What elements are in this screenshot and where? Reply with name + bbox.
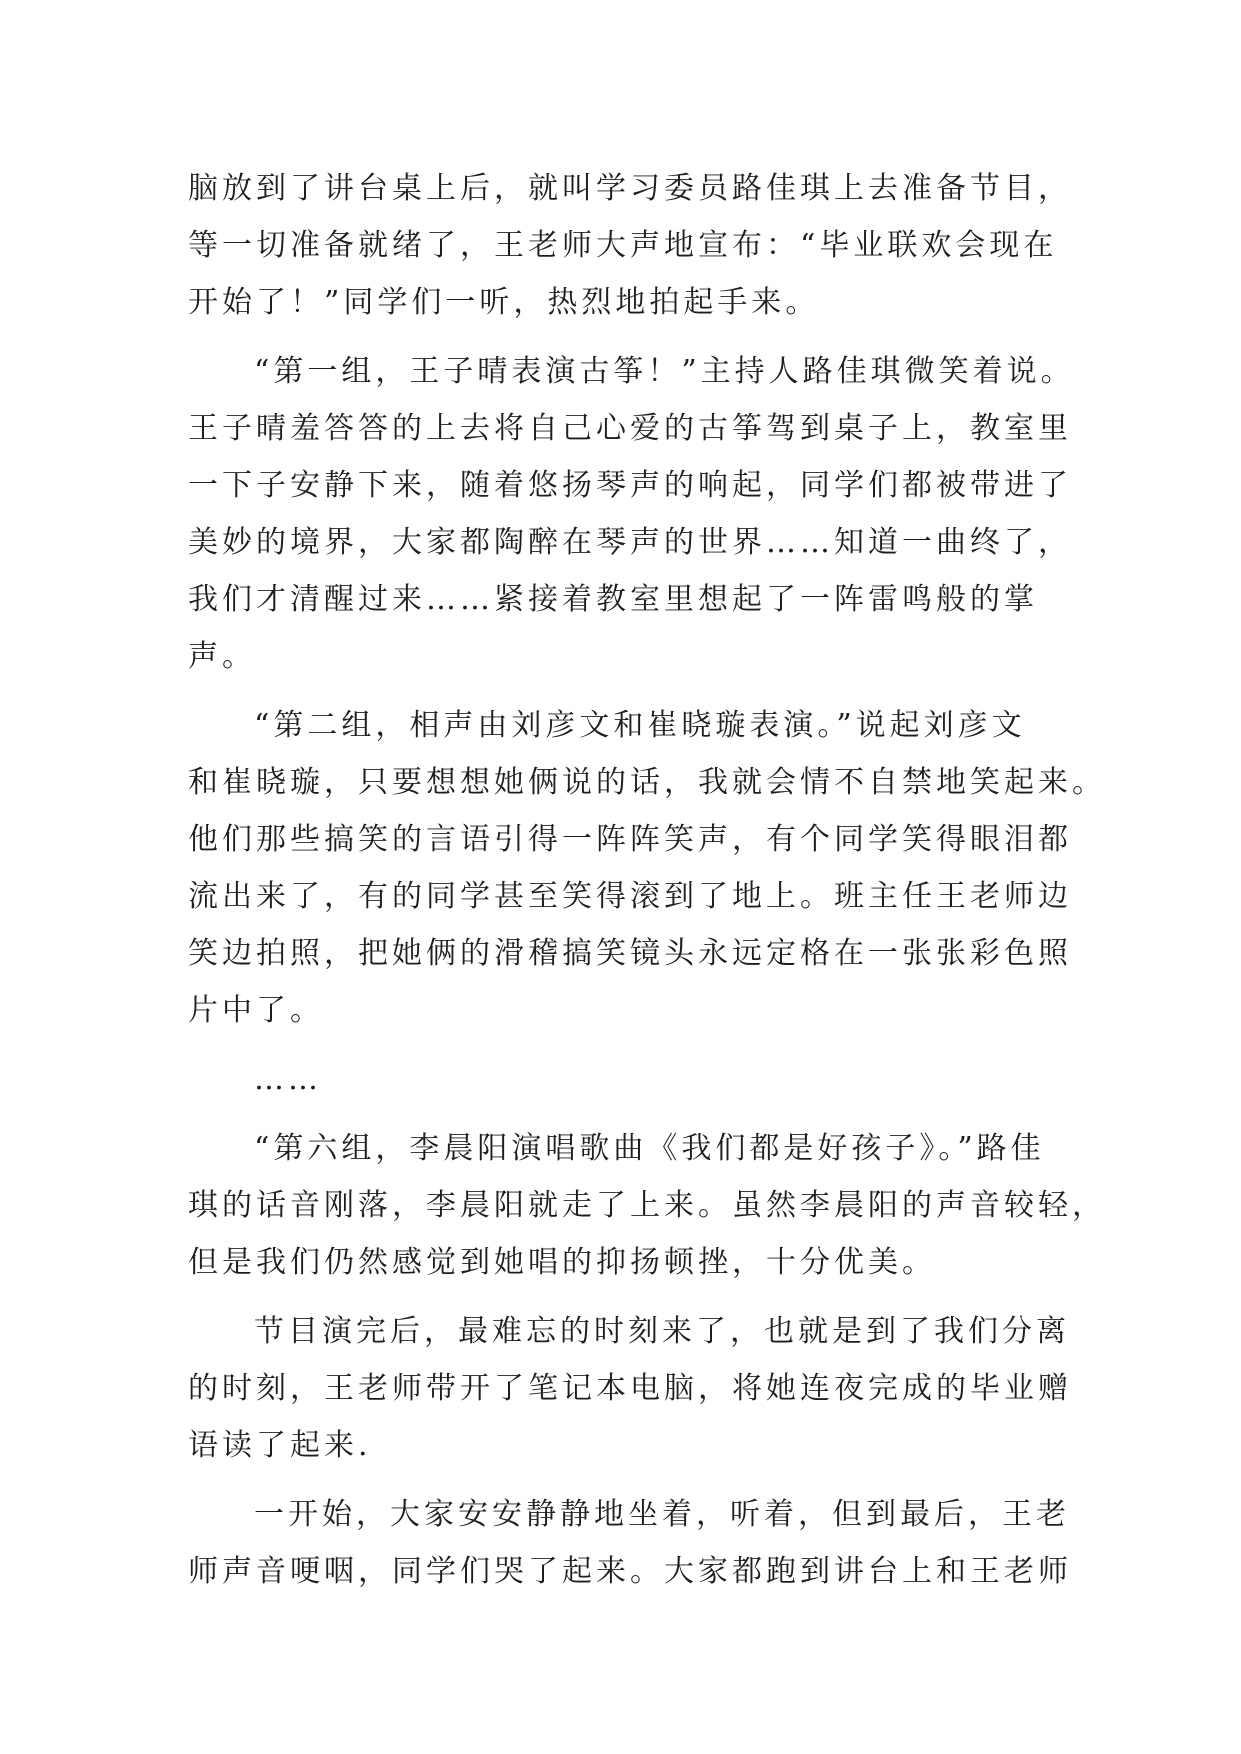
text-line: 语读了起来. bbox=[188, 1428, 372, 1463]
text-line: 我们才清醒过来……紧接着教室里想起了一阵雷鸣般的掌 bbox=[188, 582, 1038, 617]
text-line: 笑边拍照，把她俩的滑稽搞笑镜头永远定格在一张张彩色照 bbox=[188, 936, 1072, 971]
paragraph-first-line: 节目演完后，最难忘的时刻来了，也就是到了我们分离 bbox=[254, 1314, 1070, 1349]
text-line: 脑放到了讲台桌上后，就叫学习委员路佳琪上去准备节目， bbox=[188, 171, 1072, 206]
paragraph-first-line: “第一组，王子晴表演古筝！”主持人路佳琪微笑着说。 bbox=[254, 354, 1075, 389]
text-line: 师声音哽咽，同学们哭了起来。大家都跑到讲台上和王老师 bbox=[188, 1554, 1072, 1589]
text-line: 美妙的境界，大家都陶醉在琴声的世界……知道一曲终了， bbox=[188, 525, 1072, 560]
paragraph-first-line: “第二组，相声由刘彦文和崔晓璇表演。”说起刘彦文 bbox=[254, 708, 1026, 743]
text-line: 他们那些搞笑的言语引得一阵阵笑声，有个同学笑得眼泪都 bbox=[188, 822, 1072, 857]
ellipsis-line: …… bbox=[254, 1062, 322, 1097]
text-line: 流出来了，有的同学甚至笑得滚到了地上。班主任王老师边 bbox=[188, 879, 1072, 914]
text-line: 片中了。 bbox=[188, 993, 324, 1028]
text-line: 一下子安静下来，随着悠扬琴声的响起，同学们都被带进了 bbox=[188, 468, 1072, 503]
text-line: 开始了！”同学们一听，热烈地拍起手来。 bbox=[188, 285, 820, 320]
paragraph-first-line: 一开始，大家安安静静地坐着，听着，但到最后，王老 bbox=[254, 1497, 1070, 1532]
paragraph-first-line: “第六组，李晨阳演唱歌曲《我们都是好孩子》。”路佳 bbox=[254, 1131, 1045, 1166]
text-line: 但是我们仍然感觉到她唱的抑扬顿挫，十分优美。 bbox=[188, 1245, 936, 1280]
text-line: 和崔晓璇，只要想想她俩说的话，我就会情不自禁地笑起来。 bbox=[188, 765, 1106, 800]
text-line: 王子晴羞答答的上去将自己心爱的古筝驾到桌子上，教室里 bbox=[188, 411, 1072, 446]
text-line: 的时刻，王老师带开了笔记本电脑，将她连夜完成的毕业赠 bbox=[188, 1371, 1072, 1406]
document-body bbox=[188, 160, 1106, 1600]
text-line: 琪的话音刚落，李晨阳就走了上来。虽然李晨阳的声音较轻， bbox=[188, 1188, 1106, 1223]
text-line: 等一切准备就绪了，王老师大声地宣布：“毕业联欢会现在 bbox=[188, 228, 1058, 263]
text-line: 声。 bbox=[188, 639, 256, 674]
